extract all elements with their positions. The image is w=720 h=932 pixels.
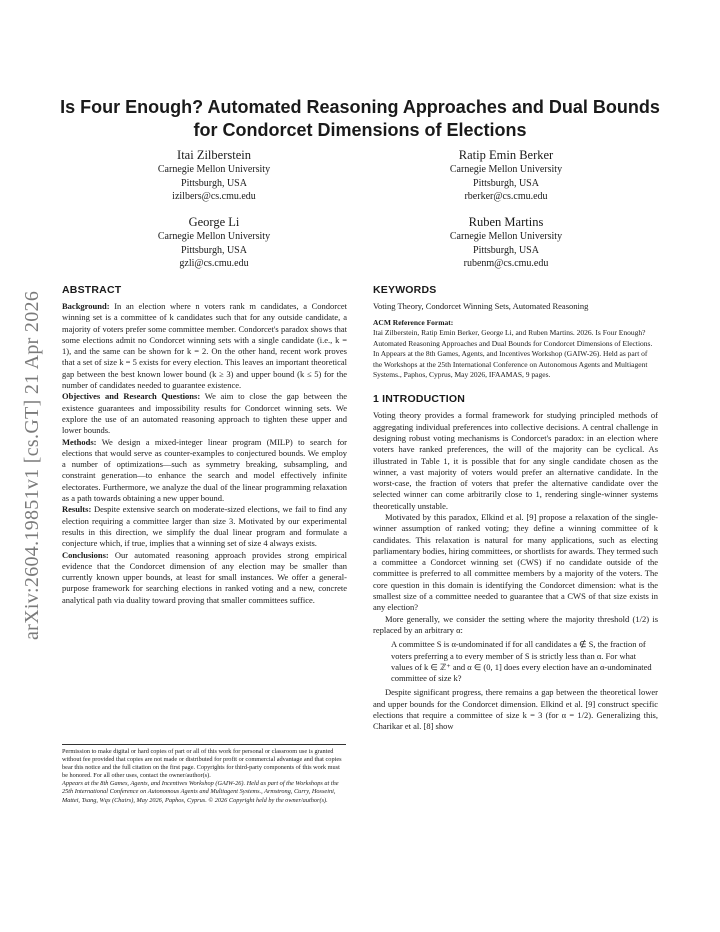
acm-reference-text: Itai Zilberstein, Ratip Emin Berker, George Li, and Ruben Martins. 2026. Is Four Enough? Automated Reasoning Approaches and Dual Bounds for Condorcet Dimensions of Elections. In Appears at the 8th Games, Agents, and Incentives Workshop (GAIW-26). Held as part of the Workshops at the 25th International Conference on Autonomous Agents and Multiagent Systems., Paphos, Cyprus, May 2026, IFAAMAS, 9 pages. (373, 328, 653, 379)
paragraph-lead: Results: (62, 504, 92, 515)
author-email[interactable]: gzli@cs.cmu.edu (179, 258, 249, 269)
author-affiliation: Carnegie Mellon University (157, 164, 271, 175)
author-block (104, 214, 324, 271)
author-name: George Li (188, 215, 240, 229)
author-block (104, 147, 324, 204)
permission-notice: Permission to make digital or hard copies of part or all of this work for personal or classroom use is granted without fee provided that copies are not made or distributed for profit or commercial advantage and that copies bear this notice and the full citation on the first page. Copyrights for third-party components of this work must be honored. For all other uses, contact the owner/author(s). (62, 748, 342, 780)
author-block (396, 214, 616, 271)
abstract-paragraph (62, 550, 347, 606)
footnote-divider (62, 744, 346, 745)
paragraph-lead: Objectives and Research Questions: (62, 391, 201, 402)
introduction-heading: 1 INTRODUCTION (373, 393, 466, 406)
paragraph-text: In an election where n voters rank m candidates, a Condorcet winning set is a committee of k candidates such that for any outside candidate, a majority of voters prefer some committee member. Condorcet's paradox shows that some elections admit no Condorcet winning sets with a single candidate (i.e., k = 1), and the same can be shown for k = 2. On the other hand, recent work proves that a set of size k = 5 exists for every election. This leaves an important theoretical gap between the best known lower bound (k ≥ 3) and upper bound (k ≤ 5) for the number of candidates needed to guarantee existence. (62, 301, 348, 391)
author-location: Pittsburgh, USA (473, 244, 539, 256)
intro-paragraph: More generally, we consider the setting where the majority threshold (1/2) is replaced by an arbitrary α: (373, 613, 658, 635)
paragraph-text: Our automated reasoning approach provides strong empirical evidence that the Condorcet dimension of any election may be smaller than currently known upper bounds, at least for small instances. We offer a general-purpose framework for searching elections in ranked voting and a new, concrete analytical path via duality toward proving that smaller committees suffice. (62, 549, 348, 605)
intro-paragraph: Despite significant progress, there remains a gap between the theoretical lower and upper bounds for the Condorcet dimension. Elkind et al. [9] construct specific elections that require a committee of size k = 3 (for α = 1/2). Generalizing this, Charikar et al. [8] show (373, 687, 658, 732)
abstract-paragraph (62, 301, 347, 391)
arxiv-identifier: arXiv:2604.19851v1 [cs.GT] 21 Apr 2026 (21, 290, 43, 640)
paragraph-text: We aim to close the gap between the existence guarantees and impossibility results for Condorcet winning sets. We explore the use of an automated reasoning approach to tighten these upper and lower bounds. (62, 391, 348, 436)
author-affiliation: Carnegie Mellon University (157, 231, 271, 242)
paragraph-text: Despite extensive search on moderate-sized elections, we fail to find any election requiring a committee larger than size 3. Motivated by our experimental results in this direction, we simplify the dual linear program and formulate a conjecture which, if true, implies that a winning set of size 4 always exists. (62, 504, 347, 549)
intro-paragraph: Voting theory provides a formal framework for studying principled methods of aggregating individual preferences into collective decisions. A central challenge in designing robust voting mechanisms is Condorcet's paradox: in an election where voters have ranked preferences, the will of the majority can be cyclical. As illustrated in Table 1, it is possible that for any single candidate chosen as the winner, a vast majority of voters would prefer an alternative candidate. In the worst-case, the fraction of voters that prefer the alternative candidate over the selected winner can come arbitrarily close to 1, rendering single-winner systems theoretically unstable. (373, 410, 658, 511)
abstract-section (62, 283, 347, 606)
paragraph-text: We design a mixed-integer linear program (MILP) to search for elections that would serve as counter-examples to conjectured bounds. We employ a number of optimizations—such as symmetry breaking, subsampling, and constraint generation—to enhance the search and model effectively infinite electorates. Furthermore, we analyze the dual of the linear programming relaxation as a path towards obtaining a new upper bound. (62, 436, 347, 504)
abstract-paragraph (62, 437, 347, 505)
author-email[interactable]: rubenm@cs.cmu.edu (463, 258, 549, 269)
author-name: Itai Zilberstein (177, 148, 251, 162)
author-block (396, 147, 616, 204)
author-name: Ruben Martins (468, 215, 544, 229)
abstract-paragraph (62, 504, 347, 549)
author-location: Pittsburgh, USA (181, 244, 247, 256)
venue-notice: Appears at the 8th Games, Agents, and Incentives Workshop (GAIW-26). Held as part of the Workshops at the 25th International Conference on Autonomous Agents and Multiagent Systems., Armstrong, Curry, Hosseini, Mattei, Tsang, Wąs (Chairs), May 2026, Paphos, Cyprus. © 2026 Copyright held by the owner/author(s). (62, 780, 339, 804)
author-name: Ratip Emin Berker (458, 148, 554, 162)
author-affiliation: Carnegie Mellon University (449, 164, 563, 175)
author-email[interactable]: izilbers@cs.cmu.edu (172, 191, 256, 202)
author-location: Pittsburgh, USA (181, 177, 247, 189)
copyright-footnote (62, 748, 346, 805)
paper-title: Is Four Enough? Automated Reasoning Approaches and Dual Bounds for Condorcet Dimensions of Elections (60, 97, 660, 140)
research-question-quote: A committee S is α-undominated if for all candidates a ∉ S, the fraction of voters preferring a to every member of S is strictly less than α. For what values of k ∈ ℤ⁺ and α ∈ (0, 1] does every election have an α-undominated committee of size k? (391, 639, 652, 684)
paragraph-lead: Conclusions: (62, 549, 109, 560)
intro-paragraph: Motivated by this paradox, Elkind et al. [9] propose a relaxation of the single-winner assumption of ranked voting; they define a winning committee of k candidates. This relaxation is natural for many applications, such as electing parliamentary bodies, hiring committees, or shortlists for awards. They termed such a committee a Condorcet winning set (CWS) if no candidate outside of the committee is preferred to all committee members by a majority of the voters. The core question in this domain is identifying the Condorcet dimension: what is the smallest size of a committee needed to guarantee that a CWS of that size exists in any election? (373, 512, 658, 613)
paragraph-lead: Methods: (62, 436, 97, 447)
right-column (373, 283, 658, 733)
author-affiliation: Carnegie Mellon University (449, 231, 563, 242)
author-email[interactable]: rberker@cs.cmu.edu (464, 191, 548, 202)
acm-reference-heading: ACM Reference Format: (373, 318, 454, 328)
keywords-heading: KEYWORDS (373, 284, 437, 296)
keywords-text: Voting Theory, Condorcet Winning Sets, Automated Reasoning (373, 301, 589, 311)
abstract-heading: ABSTRACT (62, 284, 122, 296)
paragraph-lead: Background: (62, 301, 110, 311)
abstract-paragraph (62, 391, 347, 436)
author-location: Pittsburgh, USA (473, 177, 539, 189)
